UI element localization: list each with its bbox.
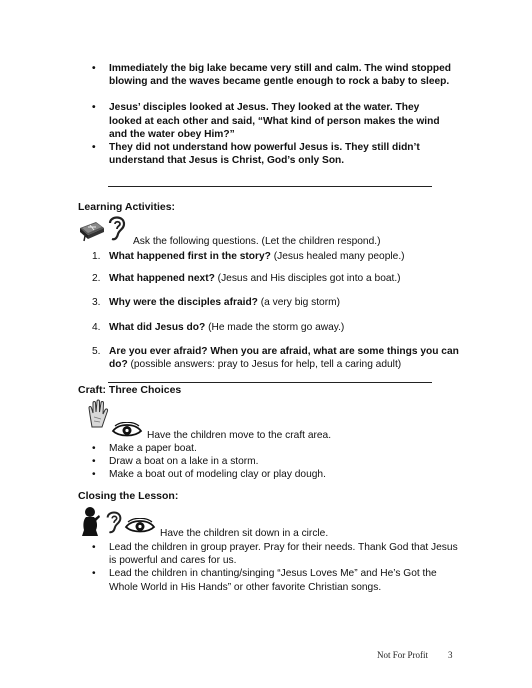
question-text: What happened first in the story? bbox=[109, 251, 271, 262]
question-text: Are you ever afraid? When you are afraid, what are some things you can do? bbox=[109, 345, 459, 371]
story-bullet-text: Immediately the big lake became very still and calm. The wind stopped blowing and the waves became gentle enough to rock a baby to sleep. bbox=[109, 63, 451, 88]
bullet-glyph: • bbox=[92, 568, 96, 580]
list-item bbox=[92, 541, 462, 567]
craft-choice-text: Make a boat out of modeling clay or play dough. bbox=[109, 469, 326, 481]
eye-icon bbox=[124, 518, 156, 534]
answer-text: (Jesus and His disciples got into a boat.) bbox=[214, 273, 401, 285]
footer-label: Not For Profit bbox=[377, 650, 429, 660]
question-item bbox=[92, 296, 462, 309]
question-text: Why were the disciples afraid? bbox=[109, 297, 258, 309]
bullet-glyph: • bbox=[92, 443, 96, 454]
list-item bbox=[92, 62, 452, 88]
bullet-glyph: • bbox=[92, 542, 96, 553]
question-number: 1. bbox=[92, 251, 101, 262]
closing-activity-text: Lead the children in chanting/singing “Jesus Loves Me” and He’s Got the Whole World in His Hands” or other favorite Christian songs. bbox=[109, 568, 437, 593]
list-item bbox=[92, 567, 462, 593]
list-item bbox=[92, 455, 462, 468]
list-item bbox=[92, 442, 462, 455]
question-text: What did Jesus do? bbox=[109, 321, 206, 333]
question-item bbox=[92, 250, 462, 263]
story-bullet-list bbox=[92, 62, 452, 167]
answer-text: (possible answers: pray to Jesus for help, tell a caring adult) bbox=[127, 359, 402, 371]
learning-activities-heading: Learning Activities: bbox=[78, 201, 176, 213]
bullet-glyph: • bbox=[92, 456, 96, 468]
question-item bbox=[92, 321, 462, 334]
answer-text: (a very big storm) bbox=[257, 297, 340, 309]
list-item bbox=[92, 101, 452, 141]
page-number: 3 bbox=[448, 650, 453, 660]
answer-text: (Jesus healed many people.) bbox=[270, 251, 405, 262]
closing-activities-list bbox=[92, 541, 462, 594]
section-divider bbox=[108, 382, 432, 383]
closing-activity-text: Lead the children in group prayer. Pray for their needs. Thank God that Jesus is powerful and cares for us. bbox=[109, 542, 458, 567]
question-item bbox=[92, 272, 462, 285]
questions-list bbox=[92, 250, 462, 371]
question-number: 3. bbox=[92, 297, 101, 309]
question-number: 5. bbox=[92, 345, 101, 357]
question-number: 2. bbox=[92, 273, 101, 285]
craft-choice-text: Draw a boat on a lake in a storm. bbox=[109, 456, 259, 468]
learning-prompt: Ask the following questions. (Let the children respond.) bbox=[133, 236, 381, 247]
craft-heading: Craft: Three Choices bbox=[78, 384, 182, 396]
bible-icon bbox=[78, 216, 106, 242]
list-item bbox=[92, 468, 462, 481]
story-bullet-text: They did not understand how powerful Jesus is. They still didn’t understand that Jesus is Christ, God’s only Son. bbox=[109, 142, 420, 167]
question-text: What happened next? bbox=[109, 273, 215, 285]
craft-prompt: Have the children move to the craft area. bbox=[147, 430, 332, 441]
closing-heading: Closing the Lesson: bbox=[78, 490, 179, 502]
ear-icon bbox=[104, 508, 124, 536]
ear-icon bbox=[106, 213, 128, 243]
bullet-glyph: • bbox=[92, 63, 96, 74]
closing-prompt: Have the children sit down in a circle. bbox=[160, 528, 329, 539]
question-item bbox=[92, 345, 462, 371]
bullet-glyph: • bbox=[92, 102, 96, 114]
praying-child-icon bbox=[80, 506, 104, 538]
story-bullet-text: Jesus’ disciples looked at Jesus. They looked at the water. They looked at each other and said, “What kind of person makes the wind and the water obey Him?” bbox=[109, 102, 440, 140]
eye-icon bbox=[111, 422, 143, 438]
craft-choice-text: Make a paper boat. bbox=[109, 443, 197, 454]
section-divider bbox=[108, 186, 432, 187]
bullet-glyph: • bbox=[92, 469, 96, 481]
hand-icon bbox=[86, 399, 110, 429]
question-number: 4. bbox=[92, 321, 101, 333]
list-item bbox=[92, 141, 452, 167]
bullet-glyph: • bbox=[92, 142, 96, 154]
answer-text: (He made the storm go away.) bbox=[205, 321, 345, 333]
craft-choices-list bbox=[92, 442, 462, 482]
